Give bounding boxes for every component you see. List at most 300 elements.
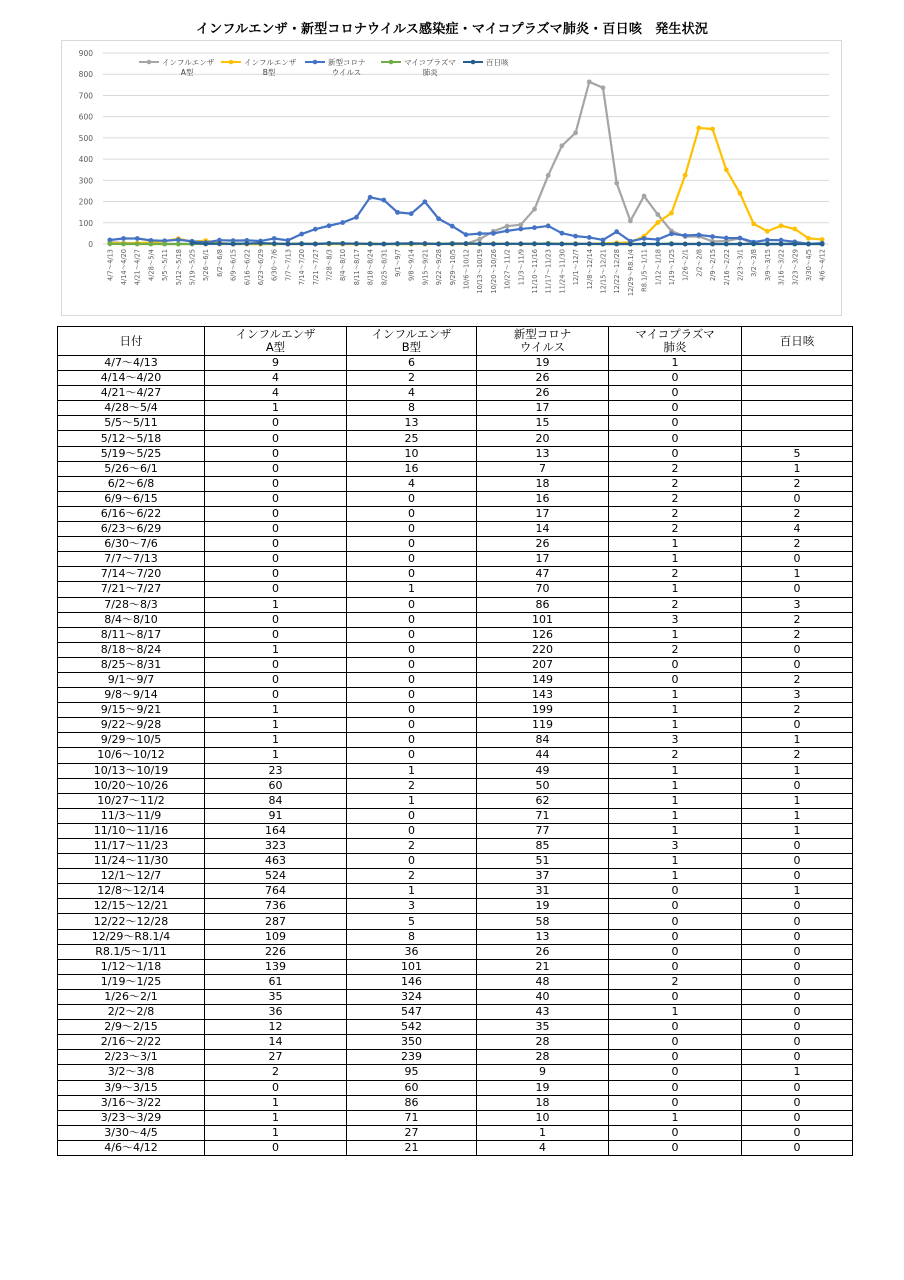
table-cell-value: 21 [347,1140,477,1155]
table-cell-value: 18 [477,476,609,491]
table-row [58,1020,853,1035]
x-tick-label: 6/23～6/29 [257,249,266,286]
table-cell-value: 0 [609,1035,742,1050]
data-point [655,237,660,242]
table-row [58,446,853,461]
data-point [135,236,140,241]
table-cell-value: 0 [347,642,477,657]
table-cell-value: 40 [477,989,609,1004]
table-cell-value: 0 [347,627,477,642]
data-point [601,242,606,247]
table-cell-value: 0 [347,808,477,823]
table-cell-value: 1 [609,703,742,718]
table-cell-value: 0 [742,1125,853,1140]
table-cell-value: 16 [347,461,477,476]
table-cell-value: 736 [205,899,347,914]
table-cell-value: 0 [742,491,853,506]
legend-label-line2: B型 [262,68,276,77]
legend-label: インフルエンザ [162,58,215,67]
table-cell-value: 0 [609,899,742,914]
series-covid [107,195,824,246]
table-cell-value: 0 [742,899,853,914]
table-header-line2: 肺炎 [663,340,687,354]
table-header-cell [58,327,205,356]
table-cell-value: 95 [347,1065,477,1080]
data-point [614,181,619,186]
x-tick-label: 3/23～3/29 [791,249,800,286]
x-tick-label: 8/11～8/17 [352,249,361,286]
table-cell-value: 1 [609,808,742,823]
x-tick-label: 4/7～4/13 [106,249,115,282]
table-cell-value: 2 [609,491,742,506]
table-cell-value: 1 [742,884,853,899]
x-tick-label: 1/26～2/1 [681,249,690,282]
table-cell-value: 2 [609,748,742,763]
table-cell-value: 0 [742,989,853,1004]
table-row [58,929,853,944]
table-cell-date: 6/30～7/6 [58,537,205,552]
table-row [58,476,853,491]
table-cell-value: 49 [477,763,609,778]
data-point [614,242,619,247]
table-cell-value: 13 [347,416,477,431]
x-tick-label: 2/9～2/15 [709,249,718,282]
table-cell-date: 9/1～9/7 [58,672,205,687]
data-point [587,79,592,84]
table-cell-value: 0 [742,959,853,974]
table-row [58,914,853,929]
x-tick-label: 5/26～6/1 [202,249,211,282]
table-row [58,839,853,854]
data-point [436,216,441,221]
x-tick-label: 10/27～11/2 [503,249,512,290]
table-cell-value: 0 [205,476,347,491]
data-point [162,242,167,247]
table-row [58,416,853,431]
x-tick-label: 12/22～12/28 [613,249,622,294]
table-cell-value: 0 [347,718,477,733]
table-cell-value: 0 [609,929,742,944]
data-point [423,241,428,246]
data-point [409,211,414,216]
x-tick-label: 9/15～9/21 [421,249,430,286]
page-title: インフルエンザ・新型コロナウイルス感染症・マイコプラズマ肺炎・百日咳 発生状況 [195,22,709,37]
table-cell-date: 7/28～8/3 [58,597,205,612]
data-point [820,242,825,247]
table-cell-value: 7 [477,461,609,476]
x-tick-label: 9/8～9/14 [407,249,416,282]
chart [61,40,842,316]
data-point [409,241,414,246]
table-cell-value: 0 [205,537,347,552]
table-cell-value: 8 [347,401,477,416]
table-cell-value: 2 [609,476,742,491]
table-cell-value: 0 [609,884,742,899]
x-tick-label: 4/6～4/12 [818,249,827,282]
table-cell-value: 0 [609,944,742,959]
table-cell-value: 239 [347,1050,477,1065]
table-cell-value: 1 [742,823,853,838]
legend-label-line2: A型 [180,68,194,77]
table-cell-value: 1 [205,748,347,763]
table-cell-value: 58 [477,914,609,929]
table-row [58,506,853,521]
table-cell-value: 0 [205,582,347,597]
y-tick-label: 0 [88,240,93,249]
table-cell-value [742,356,853,371]
chart-series [107,79,824,246]
legend-marker [389,60,394,65]
table-cell-value: 1 [609,778,742,793]
table-cell-value: 0 [609,1080,742,1095]
data-point [765,242,770,247]
table-cell-value: 524 [205,869,347,884]
data-point [628,242,633,247]
y-tick-label: 700 [78,91,93,101]
x-tick-label: 6/16～6/22 [243,249,252,286]
table-cell-date: 4/7～4/13 [58,356,205,371]
data-point [779,223,784,228]
table-cell-value: 15 [477,416,609,431]
table-cell-value: 2 [742,748,853,763]
table-cell-value: 0 [347,672,477,687]
table-cell-date: 9/8～9/14 [58,688,205,703]
table-cell-value: 0 [609,1125,742,1140]
table-cell-value: 17 [477,401,609,416]
table-cell-value: 0 [742,839,853,854]
x-tick-label: 10/20～10/26 [489,249,498,294]
x-tick-label: 6/2～6/8 [215,249,224,277]
table-cell-value: 9 [205,356,347,371]
table-cell-value: 84 [205,793,347,808]
table-row [58,718,853,733]
table-row [58,1035,853,1050]
table-cell-value: 2 [742,627,853,642]
table-cell-value: 0 [742,974,853,989]
x-tick-label: 5/5～5/11 [161,249,170,282]
table-cell-value: 1 [609,537,742,552]
table-cell-value: 0 [205,506,347,521]
data-point [792,227,797,232]
table-cell-value: 26 [477,944,609,959]
table-cell-date: 6/23～6/29 [58,522,205,537]
table-row [58,944,853,959]
table-cell-value: 0 [205,1080,347,1095]
data-point [368,242,373,247]
data-point [244,241,249,246]
data-point [477,231,482,236]
table-cell-value: 143 [477,688,609,703]
table-row [58,642,853,657]
table-header-cell [205,327,347,356]
table-cell-value: 35 [477,1020,609,1035]
x-tick-label: 7/21～7/27 [311,249,320,286]
table-row [58,567,853,582]
table-cell-value: 0 [205,672,347,687]
legend-label: 百日咳 [486,58,509,67]
data-point [696,126,701,131]
data-point [423,199,428,204]
table-cell-value: 20 [477,431,609,446]
table-cell-value: 2 [742,476,853,491]
table-cell-value: 27 [347,1125,477,1140]
x-tick-label: 12/29～R8.1/4 [626,249,635,297]
data-point [135,242,140,247]
table-row [58,1140,853,1155]
table-cell-value: 220 [477,642,609,657]
table-cell-value: 5 [347,914,477,929]
table-cell-value: 1 [477,1125,609,1140]
table-cell-date: 12/1～12/7 [58,869,205,884]
table-cell-date: 5/5～5/11 [58,416,205,431]
table-cell-value: 1 [347,763,477,778]
data-point [724,242,729,247]
x-tick-label: 8/4～8/10 [339,249,348,282]
table-header-cell [347,327,477,356]
table-cell-value: 0 [205,688,347,703]
table-cell-value: 0 [347,733,477,748]
table-cell-value: 1 [205,401,347,416]
table-cell-value: 9 [477,1065,609,1080]
table-body [58,356,853,1156]
table-row [58,1110,853,1125]
table-cell-value: 21 [477,959,609,974]
table-row [58,552,853,567]
table-cell-value: 35 [205,989,347,1004]
table-cell-date: 4/14～4/20 [58,371,205,386]
table-row [58,582,853,597]
table-cell-value: 19 [477,899,609,914]
legend-label: インフルエンザ [244,58,297,67]
table-cell-value: 17 [477,552,609,567]
table-cell-value: 25 [347,431,477,446]
table-row [58,657,853,672]
x-tick-label: 12/1～12/7 [572,249,581,286]
data-point [587,235,592,240]
table-cell-value: 0 [347,688,477,703]
table-cell-value: 77 [477,823,609,838]
table-cell-value: 101 [347,959,477,974]
table-cell-value: 1 [609,854,742,869]
table-row [58,537,853,552]
data-point [696,242,701,247]
x-tick-label: 10/13～10/19 [476,249,485,294]
table-cell-value: 149 [477,672,609,687]
table-cell-value: 164 [205,823,347,838]
data-point [272,241,277,246]
table-cell-value: 0 [347,823,477,838]
table-cell-value [742,431,853,446]
data-point [806,242,811,247]
x-tick-label: 7/7～7/13 [284,249,293,282]
data-point [738,236,743,241]
y-tick-label: 800 [78,70,93,80]
table-cell-value: 1 [205,718,347,733]
data-point [176,242,181,247]
table-cell-value: 3 [609,733,742,748]
y-tick-label: 300 [78,176,93,186]
data-point [121,236,126,241]
table-cell-value: 0 [742,642,853,657]
data-table [57,326,853,1156]
table-cell-value: 0 [742,582,853,597]
table-cell-date: 1/12～1/18 [58,959,205,974]
y-tick-label: 900 [78,49,93,58]
table-cell-value: 86 [477,597,609,612]
table-cell-date: 1/26～2/1 [58,989,205,1004]
x-tick-label: 11/17～11/23 [544,249,553,294]
table-row [58,672,853,687]
x-tick-label: 1/12～1/18 [654,249,663,286]
table-header-line2: A型 [265,340,286,354]
data-point [655,220,660,225]
data-point [395,241,400,246]
table-cell-value: 2 [609,974,742,989]
table-header-line1: マイコプラズマ [635,327,715,341]
table-cell-value: 1 [609,552,742,567]
table-cell-value: 91 [205,808,347,823]
data-point [107,241,112,246]
table-cell-value: 2 [347,869,477,884]
data-point [546,173,551,178]
table-cell-value: 0 [205,1140,347,1155]
x-tick-label: 8/25～8/31 [380,249,389,286]
table-cell-value: 84 [477,733,609,748]
table-cell-value: 463 [205,854,347,869]
table-cell-value: 1 [609,718,742,733]
data-point [546,224,551,229]
table-cell-value: 71 [347,1110,477,1125]
table-cell-date: 4/6～4/12 [58,1140,205,1155]
data-point [464,241,469,246]
data-point [121,242,126,247]
x-tick-label: 5/12～5/18 [174,249,183,286]
data-point [477,237,482,242]
data-point [464,232,469,237]
series-flu_b [107,126,824,247]
data-point [299,232,304,237]
x-tick-label: 6/9～6/15 [229,249,238,282]
table-cell-date: 7/21～7/27 [58,582,205,597]
table-cell-value: 0 [347,703,477,718]
table-row [58,597,853,612]
data-point [792,242,797,247]
legend-label: 新型コロナ [328,58,366,67]
table-cell-value: 0 [609,1140,742,1155]
data-point [518,241,523,246]
table-cell-value: 2 [347,778,477,793]
table-cell-value: 12 [205,1020,347,1035]
table-cell-value: 0 [347,854,477,869]
x-tick-label: 4/28～5/4 [147,249,156,282]
table-cell-value: 2 [205,1065,347,1080]
table-row [58,823,853,838]
table-cell-value: 1 [742,567,853,582]
table-cell-value: 3 [742,688,853,703]
table-cell-date: R8.1/5～1/11 [58,944,205,959]
data-point [655,212,660,217]
table-cell-date: 4/21～4/27 [58,386,205,401]
table-cell-value: 1 [609,763,742,778]
table-cell-value: 0 [609,416,742,431]
x-tick-label: 11/24～11/30 [558,249,567,294]
data-point [340,220,345,225]
data-point [532,207,537,212]
data-point [354,241,359,246]
table-row [58,688,853,703]
data-point [559,143,564,148]
data-point [573,130,578,135]
table-row [58,1125,853,1140]
table-cell-value: 1 [205,703,347,718]
table-cell-value: 0 [609,914,742,929]
x-axis-ticks [106,249,826,296]
table-cell-date: 11/3～11/9 [58,808,205,823]
table-cell-value: 0 [742,1140,853,1155]
table-cell-value: 27 [205,1050,347,1065]
table-cell-date: 12/22～12/28 [58,914,205,929]
table-cell-date: 5/26～6/1 [58,461,205,476]
table-cell-value: 0 [742,854,853,869]
table-row [58,959,853,974]
table-header-line1: 百日咳 [779,333,815,348]
table-cell-date: 5/19～5/25 [58,446,205,461]
table-cell-value: 0 [609,989,742,1004]
table-cell-value: 3 [742,597,853,612]
table-cell-value: 4 [205,371,347,386]
data-point [368,195,373,200]
data-point [628,218,633,223]
table-cell-date: 10/20～10/26 [58,778,205,793]
table-row [58,356,853,371]
table-cell-value: 109 [205,929,347,944]
table-cell-date: 8/4～8/10 [58,612,205,627]
x-tick-label: 9/22～9/28 [435,249,444,286]
x-tick-label: 2/16～2/22 [722,249,731,286]
data-point [272,236,277,241]
x-tick-label: 6/30～7/6 [270,249,279,282]
data-point [751,221,756,226]
table-cell-value: 0 [347,748,477,763]
table-cell-value: 547 [347,1005,477,1020]
table-cell-value: 36 [347,944,477,959]
data-point [231,242,236,247]
table-cell-value: 2 [609,461,742,476]
table-cell-value: 17 [477,506,609,521]
table-row [58,778,853,793]
table-cell-value: 3 [347,899,477,914]
table-cell-date: 3/2～3/8 [58,1065,205,1080]
x-tick-label: 11/10～11/16 [530,249,539,294]
table-cell-value: 1 [609,869,742,884]
data-point [518,227,523,232]
x-tick-label: 1/19～1/25 [667,249,676,286]
data-point [710,127,715,132]
x-tick-label: 7/28～8/3 [325,249,334,282]
data-point [518,222,523,227]
table-cell-value: 0 [609,446,742,461]
data-point [491,231,496,236]
table-cell-value: 0 [742,1050,853,1065]
table-cell-date: 3/16～3/22 [58,1095,205,1110]
table-cell-value: 60 [347,1080,477,1095]
table-cell-value: 0 [609,1065,742,1080]
data-point [710,242,715,247]
table-cell-date: 7/7～7/13 [58,552,205,567]
x-tick-label: 2/23～3/1 [736,249,745,282]
table-cell-value: 0 [742,778,853,793]
x-tick-label: 12/15～12/21 [599,249,608,294]
